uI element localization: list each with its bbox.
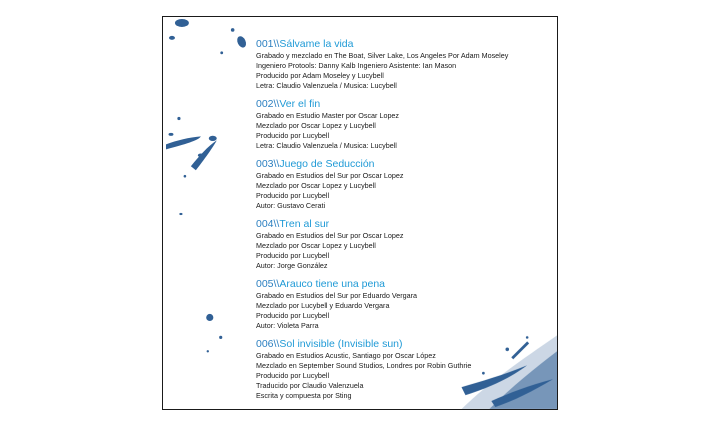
- track-credit: Letra: Claudio Valenzuela / Musica: Lucybell: [256, 141, 397, 150]
- track-credit: Mezclado por Oscar Lopez y Lucybell: [256, 181, 376, 190]
- track-title: Tren al sur: [279, 218, 330, 230]
- track-credit: Producido por Lucybell: [256, 131, 330, 140]
- track-credit: Letra: Claudio Valenzuela / Musica: Lucybell: [256, 81, 397, 90]
- track-item: [256, 278, 556, 331]
- track-credit: Grabado en Estudios del Sur por Oscar Lopez: [256, 231, 404, 240]
- track-credit: Producido por Lucybell: [256, 251, 330, 260]
- track-number: 004\\: [256, 218, 280, 230]
- track-credit: Escrita y compuesta por Sting: [256, 391, 352, 400]
- track-title: Ver el fin: [279, 98, 321, 110]
- track-heading: [256, 218, 556, 231]
- track-title: Sálvame la vida: [279, 38, 354, 50]
- track-credit: Grabado y mezclado en The Boat, Silver Lake, Los Angeles Por Adam Moseley: [256, 51, 509, 60]
- track-credit: Autor: Jorge González: [256, 261, 328, 270]
- track-credit: Producido por Adam Moseley y Lucybell: [256, 71, 384, 80]
- track-credit: Producido por Lucybell: [256, 191, 330, 200]
- track-item: [256, 338, 556, 401]
- liner-notes-page: [162, 16, 558, 410]
- track-credit: Mezclado por Oscar Lopez y Lucybell: [256, 241, 376, 250]
- track-heading: [256, 38, 556, 51]
- track-number: 003\\: [256, 158, 280, 170]
- track-credit: Producido por Lucybell: [256, 371, 330, 380]
- track-title: Juego de Seducción: [279, 158, 375, 170]
- track-credit: Grabado en Estudios del Sur por Eduardo Vergara: [256, 291, 418, 300]
- track-number: 006\\: [256, 338, 280, 350]
- track-item: [256, 218, 556, 271]
- track-number: 001\\: [256, 38, 280, 50]
- track-credit: Producido por Lucybell: [256, 311, 330, 320]
- track-credit: Mezclado por Lucybell y Eduardo Vergara: [256, 301, 390, 310]
- track-title: Arauco tiene una pena: [279, 278, 386, 290]
- track-credit: Autor: Violeta Parra: [256, 321, 319, 330]
- track-credit: Grabado en Estudio Master por Oscar Lopez: [256, 111, 400, 120]
- track-item: [256, 38, 556, 91]
- track-credit: Autor: Gustavo Cerati: [256, 201, 326, 210]
- track-credit: Traducido por Claudio Valenzuela: [256, 381, 364, 390]
- track-heading: [256, 278, 556, 291]
- track-credit: Mezclado en September Sound Studios, Londres por Robin Guthrie: [256, 361, 472, 370]
- track-heading: [256, 338, 556, 351]
- track-number: 005\\: [256, 278, 280, 290]
- track-credit: Grabado en Estudios del Sur por Oscar Lopez: [256, 171, 404, 180]
- track-item: [256, 158, 556, 211]
- track-number: 002\\: [256, 98, 280, 110]
- track-heading: [256, 98, 556, 111]
- track-item: [256, 98, 556, 151]
- track-credit: Grabado en Estudios Acustic, Santiago por Oscar López: [256, 351, 436, 360]
- track-heading: [256, 158, 556, 171]
- track-title: Sol invisible (Invisible sun): [279, 338, 403, 350]
- track-credit: Mezclado por Oscar Lopez y Lucybell: [256, 121, 376, 130]
- track-list: [256, 38, 556, 408]
- track-credit: Ingeniero Protools: Danny Kalb Ingeniero Asistente: Ian Mason: [256, 61, 457, 70]
